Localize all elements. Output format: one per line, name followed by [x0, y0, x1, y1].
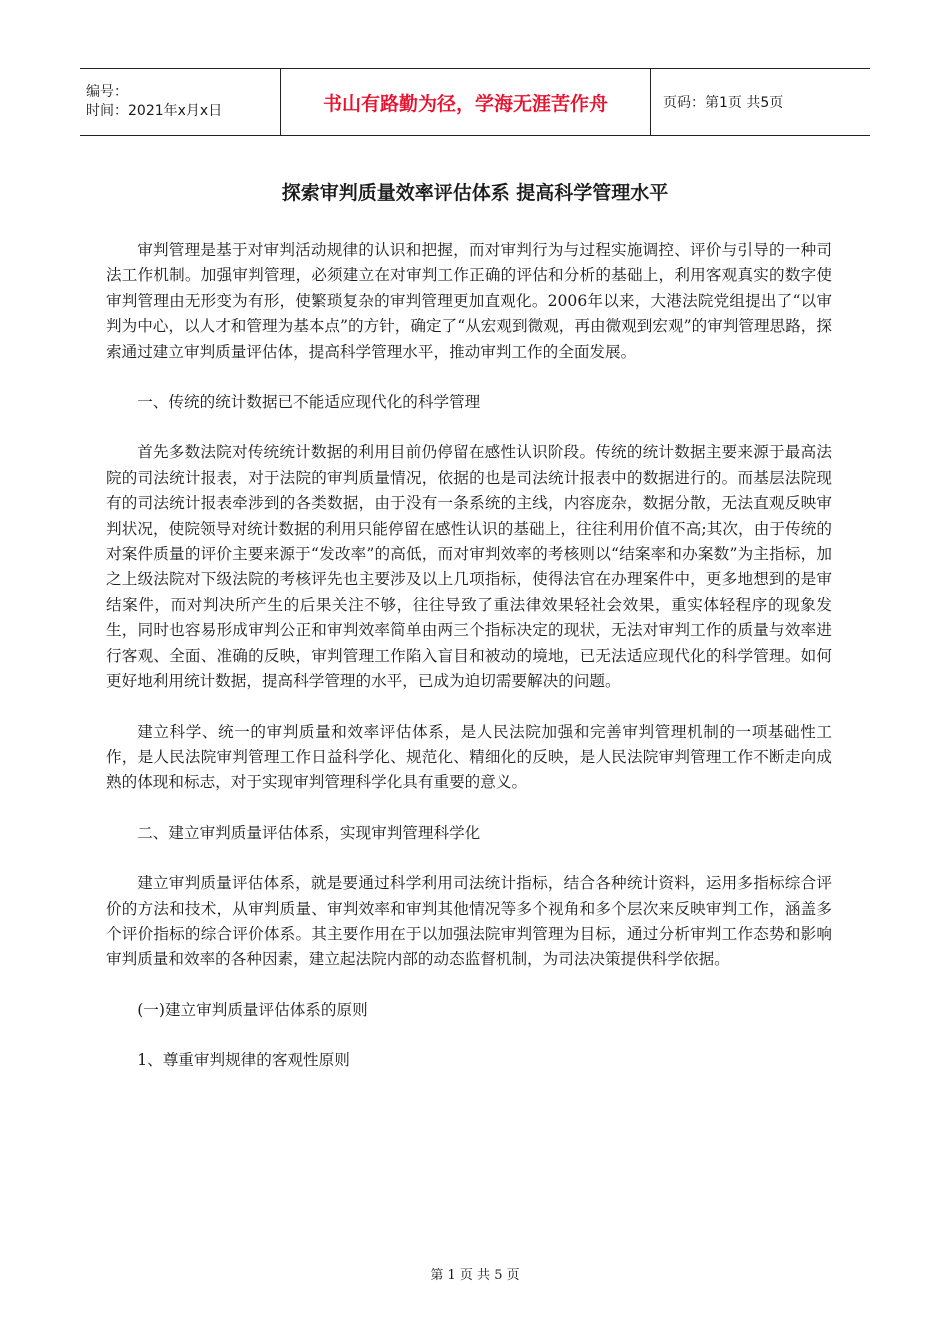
header-page-info: 页码：第1页 共5页 — [663, 95, 784, 111]
section-heading: 一、传统的统计数据已不能适应现代化的科学管理 — [137, 393, 481, 412]
number-label: 编号： — [86, 84, 128, 100]
header-motto: 书山有路勤为径，学海无涯苦作舟 — [281, 69, 651, 135]
time-label: 时间：2021年x月x日 — [86, 103, 223, 119]
page-footer: 第 1 页 共 5 页 — [430, 1268, 520, 1283]
document-body — [106, 238, 832, 1099]
document-header — [80, 68, 870, 136]
header-meta — [80, 69, 281, 135]
subsection-heading: (一)建立审判质量评估体系的原则 — [137, 1000, 368, 1019]
subsection-item: 1、尊重审判规律的客观性原则 — [137, 1051, 350, 1070]
body-paragraph: 首先多数法院对传统统计数据的利用目前仍停留在感性认识阶段。传统的统计数据主要来源于最高法院的司法统计报表，对于法院的审判质量情况，依据的也是司法统计报表中的数据进行的。而基层法院现有的司法统计报表牵涉到的各类数据，由于没有一条系统的主线，内容庞杂，数据分散，无法直观反映审判状况，使院领导对统计数据的利用只能停留在感性认识的基础上，往往利用价值不高;其次，由于传统的对案件质量的评价主要来源于“发改率”的高低，而对审判效率的考核则以“结案率和办案数”为主指标，加之上级法院对下级法院的考核评先也主要涉及以上几项指标，使得法官在办理案件中，更多地想到的是审结案件，而对判决所产生的后果关注不够，往往导致了重法律效果轻社会效果，重实体轻程序的现象发生，同时也容易形成审判公正和审判效率简单由两三个指标决定的现状，无法对审判工作的质量与效率进行客观、全面、准确的反映，审判管理工作陷入盲目和被动的境地，已无法适应现代化的科学管理。如何更好地利用统计数据，提高科学管理的水平，已成为迫切需要解决的问题。 — [106, 443, 832, 691]
document-title: 探索审判质量效率评估体系 提高科学管理水平 — [281, 182, 669, 204]
body-paragraph: 建立审判质量评估体系，就是要通过科学利用司法统计指标，结合各种统计资料，运用多指标综合评价的方法和技术，从审判质量、审判效率和审判其他情况等多个视角和多个层次来反映审判工作，涵盖多个评价指标的综合评价体系。其主要作用在于以加强法院审判管理为目标，通过分析审判工作态势和影响审判质量和效率的各种因素，建立起法院内部的动态监督机制，为司法决策提供科学依据。 — [106, 874, 832, 969]
body-paragraph: 建立科学、统一的审判质量和效率评估体系，是人民法院加强和完善审判管理机制的一项基础性工作，是人民法院审判管理工作日益科学化、规范化、精细化的反映，是人民法院审判管理工作不断走向成熟的体现和标志，对于实现审判管理科学化具有重要的意义。 — [106, 722, 832, 792]
section-heading: 二、建立审判质量评估体系，实现审判管理科学化 — [137, 823, 481, 842]
body-paragraph: 审判管理是基于对审判活动规律的认识和把握，而对审判行为与过程实施调控、评价与引导的一种司法工作机制。加强审判管理，必须建立在对审判工作正确的评估和分析的基础上，利用客观真实的数字使审判管理由无形变为有形，使繁琐复杂的审判管理更加直观化。2006年以来，大港法院党组提出了“以审判为中心，以人才和管理为基本点”的方针，确定了“从宏观到微观，再由微观到宏观”的审判管理思路，探索通过建立审判质量评估体，提高科学管理水平，推动审判工作的全面发展。 — [106, 241, 832, 361]
